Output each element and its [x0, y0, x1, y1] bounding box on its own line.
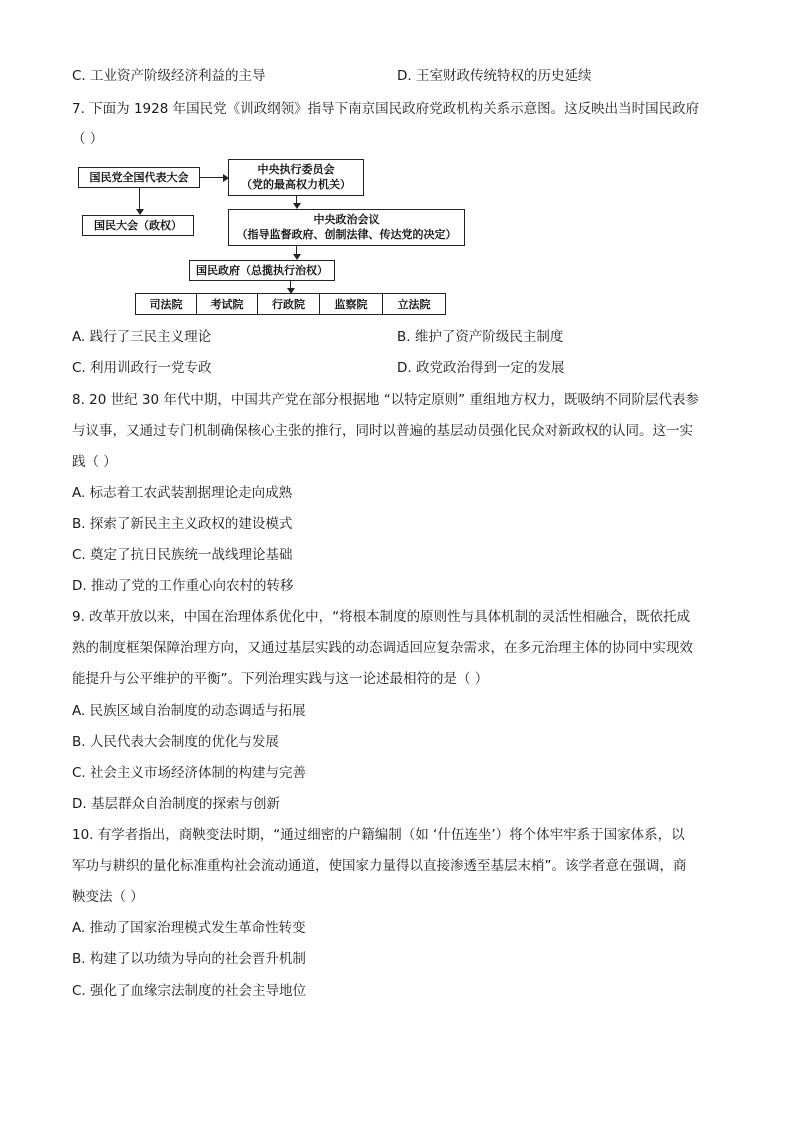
diagram-box-cec: [228, 159, 364, 196]
q8-option-a: A. 标志着工农武装割据理论走向成熟: [72, 485, 293, 501]
q9-option-c: C. 社会主义市场经济体制的构建与完善: [72, 765, 307, 781]
diagram-box-national-assembly: [82, 215, 194, 236]
q8-option-c: C. 奠定了抗日民族统一战线理论基础: [72, 547, 293, 563]
q10-stem-line2: 军功与耕织的量化标准重构社会流动通道，使国家力量得以直接渗透至基层末梢”。该学者意在强调，商: [72, 858, 687, 874]
diagram-arrow-cec-to-cpc: [296, 196, 297, 204]
diagram-box-cpc: [228, 209, 465, 246]
diagram-national-assembly-label: 国民大会（政权）: [94, 219, 182, 232]
q10-option-c: C. 强化了血缘宗法制度的社会主导地位: [72, 983, 307, 999]
q10-option-b: B. 构建了以功绩为导向的社会晋升机制: [72, 951, 306, 967]
q6-option-c: C. 工业资产阶级经济利益的主导: [72, 68, 266, 84]
diagram-yuan-label: 考试院: [210, 298, 244, 311]
diagram-box-congress: [78, 167, 200, 188]
q9-stem-line1: 9. 改革开放以来，中国在治理体系优化中，“将根本制度的原则性与具体机制的灵活性相融合，既依托成: [72, 609, 691, 625]
diagram-box-yuan: [319, 293, 383, 315]
diagram-cpc-title: 中央政治会议: [313, 213, 380, 226]
diagram-cec-title: 中央执行委员会: [257, 163, 335, 176]
diagram-cpc-sub: （指导监督政府、创制法律、传达党的决定）: [236, 228, 457, 241]
diagram-yuan-label: 立法院: [397, 298, 431, 311]
diagram-government-label: 国民政府（总揽执行治权）: [196, 264, 328, 277]
diagram-arrow-cpc-to-government: [296, 246, 297, 255]
diagram-arrow-congress-to-cec: [200, 177, 224, 178]
diagram-arrow-congress-to-assembly: [139, 188, 140, 210]
diagram-cec-sub: （党的最高权力机关）: [241, 178, 351, 191]
q8-stem-line3: 践（ ）: [72, 454, 117, 470]
diagram-yuan-label: 司法院: [149, 298, 183, 311]
diagram-box-yuan: [382, 293, 446, 315]
q8-option-d: D. 推动了党的工作重心向农村的转移: [72, 578, 294, 594]
q9-stem-line2: 熟的制度框架保障治理方向，又通过基层实践的动态调适回应复杂需求，在多元治理主体的协同中实现效: [72, 640, 693, 656]
q7-stem-line1: 7. 下面为 1928 年国民党《训政纲领》指导下南京国民政府党政机构关系示意图。这反映出当时国民政府: [72, 101, 700, 117]
q10-stem-line1: 10. 有学者指出，商鞅变法时期，“通过细密的户籍编制（如 ‘什伍连坐’）将个体牢牢系于国家体系，以: [72, 827, 685, 843]
q7-stem-line2: （ ）: [72, 131, 104, 147]
q6-option-d: D. 王室财政传统特权的历史延续: [397, 68, 592, 84]
q9-option-a: A. 民族区域自治制度的动态调适与拓展: [72, 703, 306, 719]
q9-option-b: B. 人民代表大会制度的优化与发展: [72, 734, 279, 750]
q8-stem-line1: 8. 20 世纪 30 年代中期，中国共产党在部分根据地 “以特定原则” 重组地方权力，既吸纳不同阶层代表参: [72, 392, 699, 408]
diagram-arrow-government-to-yuans: [290, 281, 291, 289]
q7-option-c: C. 利用训政行一党专政: [72, 360, 212, 376]
diagram-yuan-label: 行政院: [272, 298, 305, 311]
q9-stem-line3: 能提升与公平维护的平衡”。下列治理实践与这一论述最相符的是（ ）: [72, 671, 489, 687]
diagram-box-yuan: [196, 293, 258, 315]
q7-option-b: B. 维护了资产阶级民主制度: [397, 329, 564, 345]
q10-option-a: A. 推动了国家治理模式发生革命性转变: [72, 920, 306, 936]
diagram-box-government: [189, 260, 335, 281]
diagram-yuan-label: 监察院: [334, 298, 368, 311]
q7-option-a: A. 践行了三民主义理论: [72, 329, 212, 345]
diagram-congress-label: 国民党全国代表大会: [89, 171, 189, 184]
q9-option-d: D. 基层群众自治制度的探索与创新: [72, 796, 280, 812]
diagram-box-yuan: [257, 293, 320, 315]
diagram-box-yuan: [135, 293, 197, 315]
q10-stem-line3: 鞅变法（ ）: [72, 889, 144, 905]
q8-option-b: B. 探索了新民主主义政权的建设模式: [72, 516, 293, 532]
q8-stem-line2: 与议事，又通过专门机制确保核心主张的推行，同时以普遍的基层动员强化民众对新政权的认同。这一实: [72, 423, 693, 439]
q7-option-d: D. 政党政治得到一定的发展: [397, 360, 565, 376]
